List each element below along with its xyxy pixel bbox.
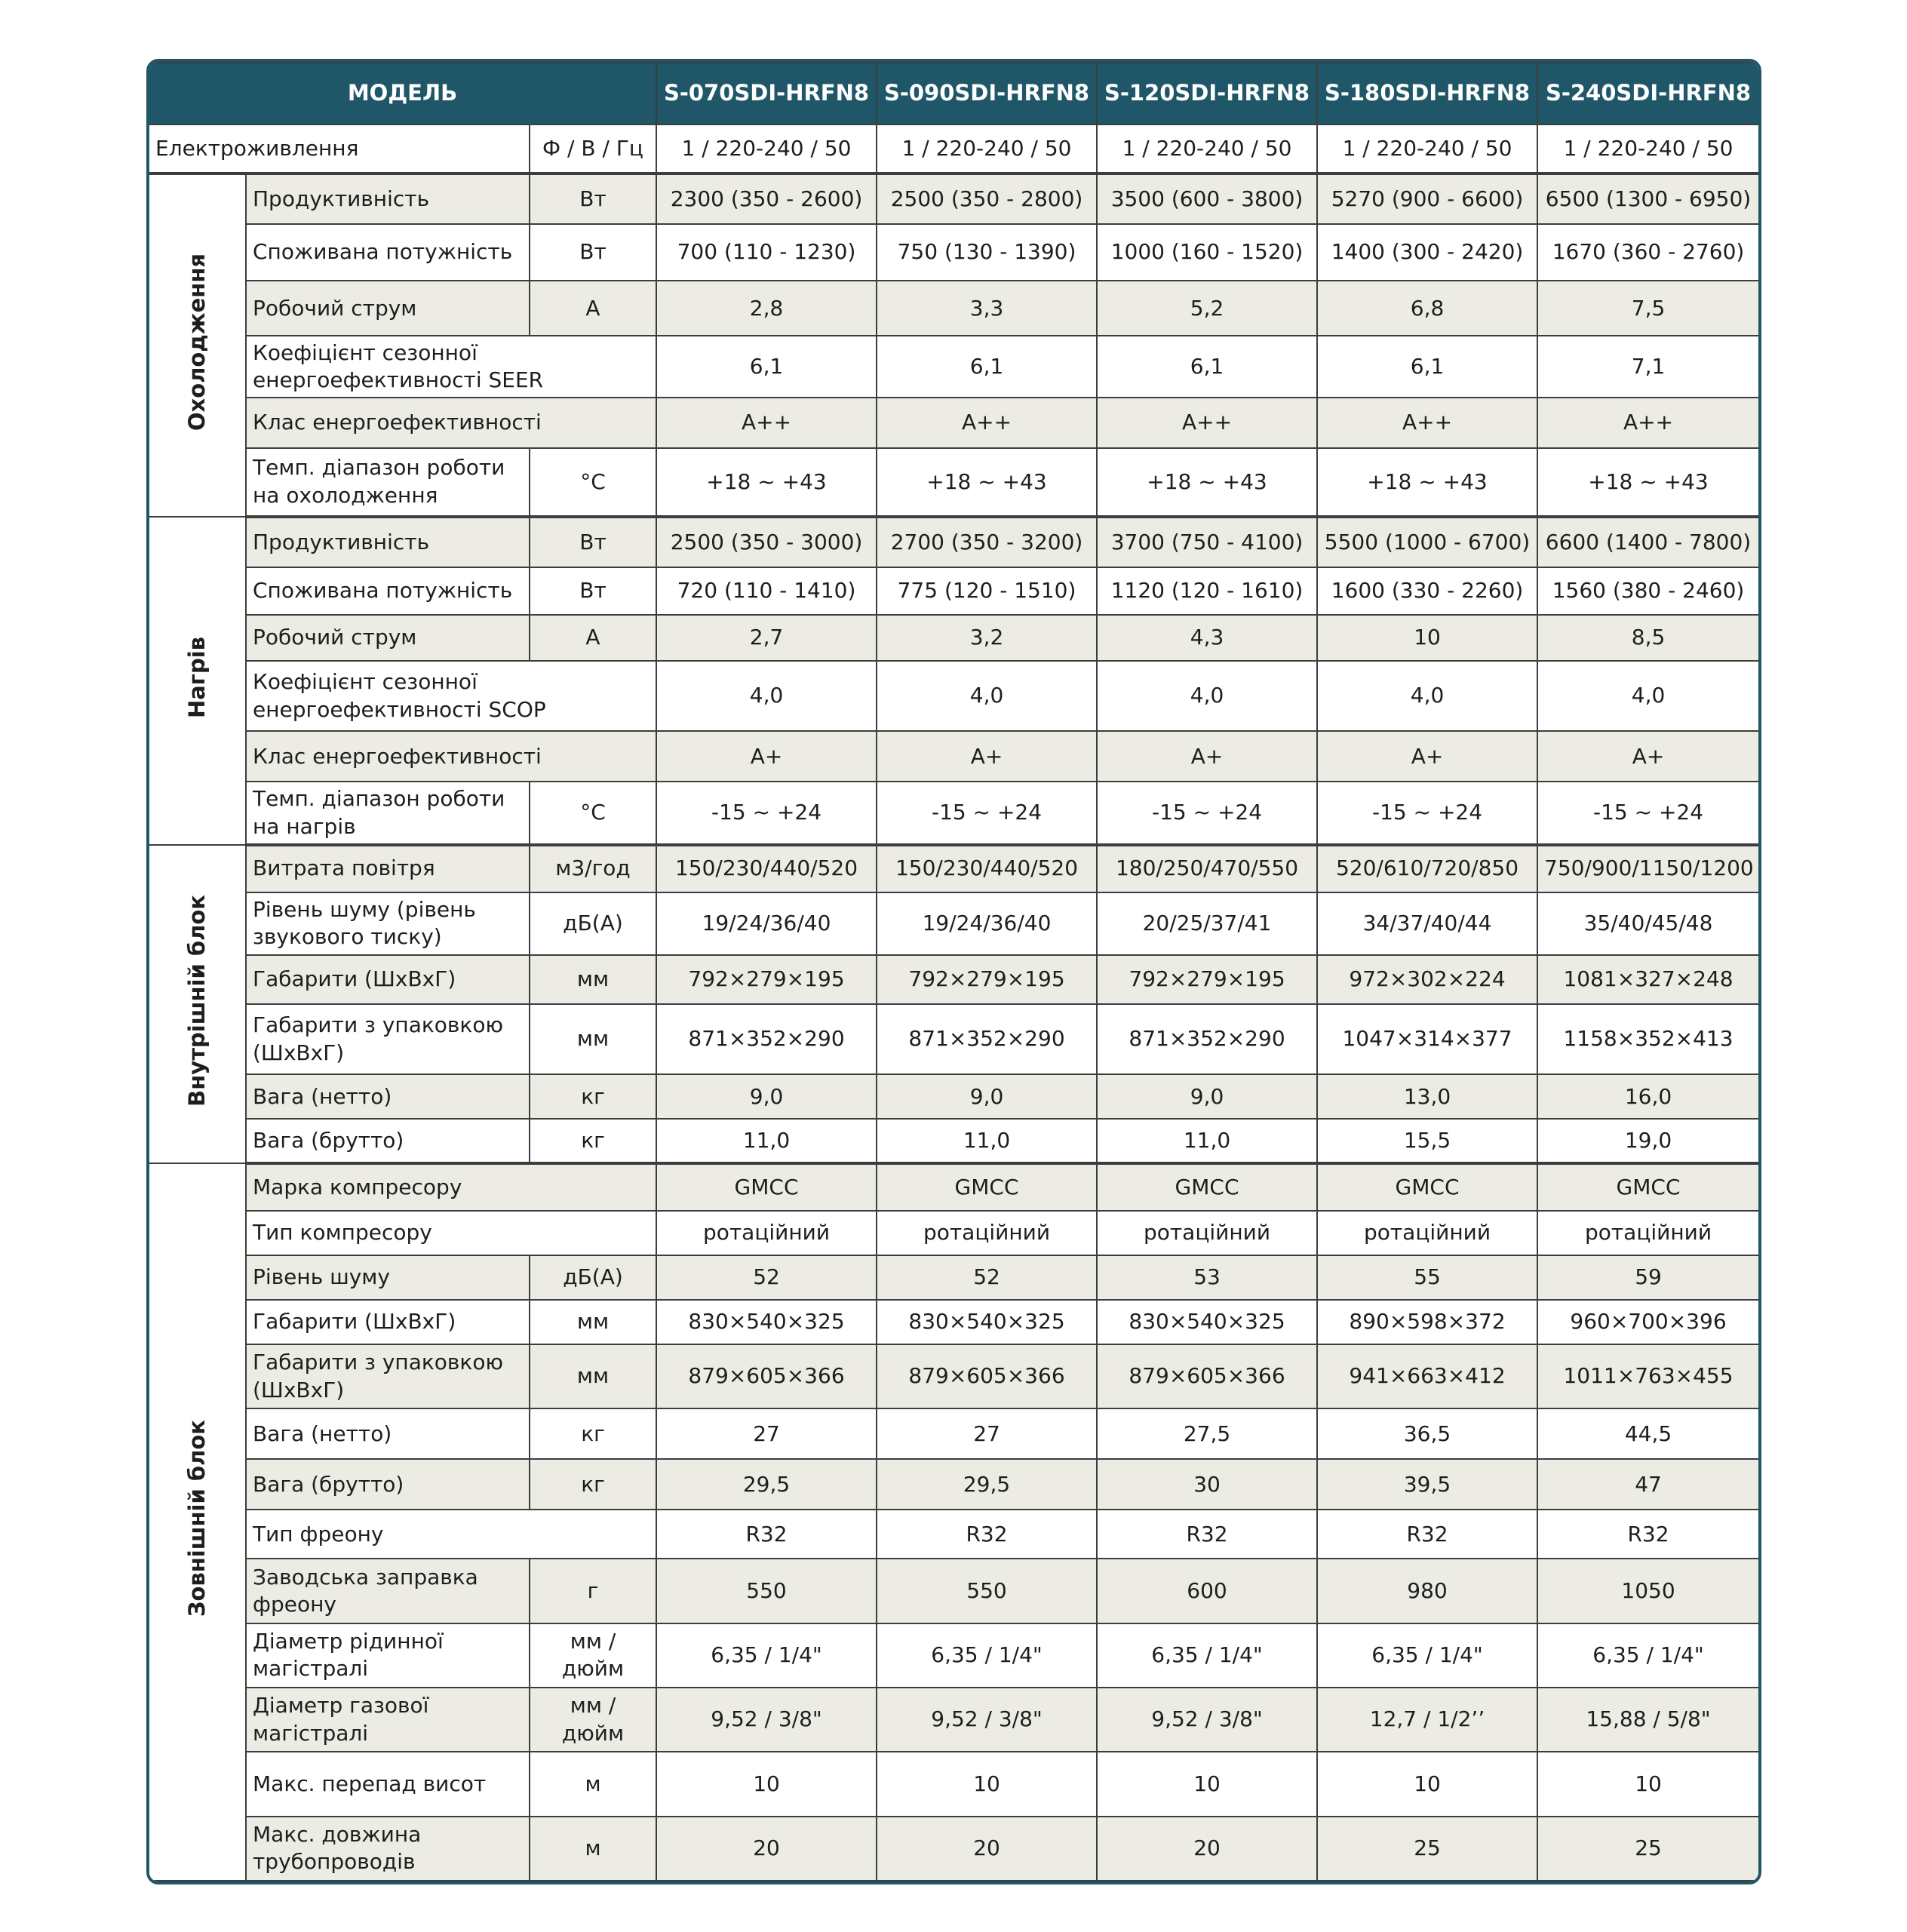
unit-cell: мм (530, 1344, 656, 1408)
value-cell: 19/24/36/40 (656, 892, 877, 955)
param-label: Діаметр рідинної магістралі (246, 1623, 530, 1688)
value-cell: 2300 (350 - 2600) (656, 174, 877, 224)
value-cell: 10 (1537, 1752, 1758, 1816)
value-cell: 27 (656, 1408, 877, 1459)
value-cell: 9,0 (656, 1074, 877, 1119)
param-label: Витрата повітря (246, 845, 530, 892)
unit-cell: Ф / В / Гц (530, 124, 656, 174)
value-cell: 960×700×396 (1537, 1300, 1758, 1344)
value-cell: 4,0 (656, 661, 877, 731)
value-cell: 1 / 220-240 / 50 (1317, 124, 1537, 174)
unit-cell: А (530, 615, 656, 661)
value-cell: GMCC (877, 1163, 1097, 1211)
value-cell: 1600 (330 - 2260) (1317, 567, 1537, 615)
value-cell: 20 (656, 1817, 877, 1881)
param-label: Габарити (ШхВхГ) (246, 955, 530, 1004)
value-cell: 980 (1317, 1559, 1537, 1623)
value-cell: 11,0 (656, 1119, 877, 1163)
spec-row (149, 1559, 1758, 1623)
value-cell: 5500 (1000 - 6700) (1317, 517, 1537, 567)
value-cell: 4,0 (1537, 661, 1758, 731)
value-cell: 4,0 (877, 661, 1097, 731)
value-cell: 700 (110 - 1230) (656, 224, 877, 281)
value-cell: A++ (656, 398, 877, 448)
model-column-header: S-090SDI-HRFN8 (877, 63, 1097, 124)
param-label: Заводська заправка фреону (246, 1559, 530, 1623)
value-cell: R32 (877, 1510, 1097, 1559)
value-cell: 2500 (350 - 3000) (656, 517, 877, 567)
value-cell: 13,0 (1317, 1074, 1537, 1119)
value-cell: A+ (656, 731, 877, 782)
unit-cell: г (530, 1559, 656, 1623)
value-cell: 16,0 (1537, 1074, 1758, 1119)
value-cell: 1047×314×377 (1317, 1004, 1537, 1074)
param-label: Габарити з упаковкою (ШхВхГ) (246, 1004, 530, 1074)
param-label: Робочий струм (246, 281, 530, 336)
spec-row (149, 1074, 1758, 1119)
param-label: Макс. довжина трубопроводів (246, 1817, 530, 1881)
value-cell: 9,0 (1097, 1074, 1317, 1119)
param-label: Вага (нетто) (246, 1408, 530, 1459)
value-cell: 7,5 (1537, 281, 1758, 336)
value-cell: -15 ~ +24 (1097, 782, 1317, 844)
param-label: Продуктивність (246, 517, 530, 567)
param-label: Рівень шуму (246, 1255, 530, 1300)
value-cell: 19/24/36/40 (877, 892, 1097, 955)
value-cell: 1081×327×248 (1537, 955, 1758, 1004)
value-cell: A+ (1537, 731, 1758, 782)
value-cell: 35/40/45/48 (1537, 892, 1758, 955)
value-cell: ротаційний (877, 1211, 1097, 1255)
value-cell: +18 ~ +43 (1097, 448, 1317, 517)
value-cell: 52 (656, 1255, 877, 1300)
value-cell: 1 / 220-240 / 50 (877, 124, 1097, 174)
value-cell: 3,3 (877, 281, 1097, 336)
value-cell: ротаційний (1097, 1211, 1317, 1255)
value-cell: 25 (1317, 1817, 1537, 1881)
spec-row (149, 1408, 1758, 1459)
param-label: Коефіцієнт сезонної енергоефективності SEER (246, 336, 656, 397)
value-cell: 550 (877, 1559, 1097, 1623)
value-cell: 890×598×372 (1317, 1300, 1537, 1344)
value-cell: +18 ~ +43 (1317, 448, 1537, 517)
value-cell: 25 (1537, 1817, 1758, 1881)
spec-row (149, 1817, 1758, 1881)
spec-row (149, 845, 1758, 892)
value-cell: ротаційний (1537, 1211, 1758, 1255)
param-label: Електроживлення (149, 124, 530, 174)
value-cell: 10 (1317, 1752, 1537, 1816)
value-cell: 30 (1097, 1459, 1317, 1510)
unit-cell: кг (530, 1119, 656, 1163)
section-title: Охолодження (184, 253, 210, 431)
value-cell: 6,35 / 1/4" (1317, 1623, 1537, 1688)
param-label: Продуктивність (246, 174, 530, 224)
value-cell: 879×605×366 (656, 1344, 877, 1408)
section-title-cell (149, 1163, 246, 1881)
value-cell: R32 (1317, 1510, 1537, 1559)
value-cell: 1120 (120 - 1610) (1097, 567, 1317, 615)
spec-row (149, 1510, 1758, 1559)
param-label: Марка компресору (246, 1163, 656, 1211)
value-cell: 3500 (600 - 3800) (1097, 174, 1317, 224)
param-label: Тип компресору (246, 1211, 656, 1255)
value-cell: 520/610/720/850 (1317, 845, 1537, 892)
value-cell: 1400 (300 - 2420) (1317, 224, 1537, 281)
spec-row (149, 336, 1758, 397)
spec-table (149, 62, 1758, 1881)
value-cell: 1050 (1537, 1559, 1758, 1623)
value-cell: -15 ~ +24 (877, 782, 1097, 844)
param-label: Клас енергоефективності (246, 731, 656, 782)
value-cell: 1000 (160 - 1520) (1097, 224, 1317, 281)
spec-row (149, 1623, 1758, 1688)
param-label: Коефіцієнт сезонної енергоефективності SCOP (246, 661, 656, 731)
value-cell: R32 (656, 1510, 877, 1559)
value-cell: -15 ~ +24 (656, 782, 877, 844)
param-label: Споживана потужність (246, 224, 530, 281)
value-cell: 20/25/37/41 (1097, 892, 1317, 955)
param-label: Споживана потужність (246, 567, 530, 615)
model-column-header: S-070SDI-HRFN8 (656, 63, 877, 124)
spec-row (149, 1688, 1758, 1752)
unit-cell: Вт (530, 567, 656, 615)
value-cell: A++ (1097, 398, 1317, 448)
spec-row (149, 517, 1758, 567)
value-cell: -15 ~ +24 (1317, 782, 1537, 844)
spec-row (149, 1300, 1758, 1344)
param-label: Робочий струм (246, 615, 530, 661)
value-cell: 55 (1317, 1255, 1537, 1300)
value-cell: A++ (877, 398, 1097, 448)
model-column-header: S-120SDI-HRFN8 (1097, 63, 1317, 124)
section-title: Нагрів (184, 636, 210, 718)
value-cell: 36,5 (1317, 1408, 1537, 1459)
spec-row (149, 1459, 1758, 1510)
value-cell: 150/230/440/520 (656, 845, 877, 892)
value-cell: A+ (877, 731, 1097, 782)
value-cell: GMCC (656, 1163, 877, 1211)
value-cell: 1 / 220-240 / 50 (1097, 124, 1317, 174)
spec-row (149, 661, 1758, 731)
value-cell: 9,52 / 3/8" (1097, 1688, 1317, 1752)
spec-row (149, 1119, 1758, 1163)
unit-cell: дБ(А) (530, 1255, 656, 1300)
value-cell: 7,1 (1537, 336, 1758, 397)
param-label: Діаметр газової магістралі (246, 1688, 530, 1752)
value-cell: 830×540×325 (877, 1300, 1097, 1344)
value-cell: 2,7 (656, 615, 877, 661)
value-cell: R32 (1537, 1510, 1758, 1559)
spec-row (149, 174, 1758, 224)
value-cell: 6,8 (1317, 281, 1537, 336)
header-row (149, 63, 1758, 124)
unit-cell: кг (530, 1459, 656, 1510)
value-cell: 180/250/470/550 (1097, 845, 1317, 892)
value-cell: A++ (1317, 398, 1537, 448)
value-cell: +18 ~ +43 (656, 448, 877, 517)
value-cell: 871×352×290 (656, 1004, 877, 1074)
value-cell: 3,2 (877, 615, 1097, 661)
param-label: Габарити (ШхВхГ) (246, 1300, 530, 1344)
value-cell: 20 (1097, 1817, 1317, 1881)
value-cell: 871×352×290 (877, 1004, 1097, 1074)
value-cell: R32 (1097, 1510, 1317, 1559)
value-cell: 1560 (380 - 2460) (1537, 567, 1758, 615)
unit-cell: м (530, 1817, 656, 1881)
value-cell: 6,1 (1097, 336, 1317, 397)
value-cell: 941×663×412 (1317, 1344, 1537, 1408)
spec-row (149, 1163, 1758, 1211)
value-cell: 6500 (1300 - 6950) (1537, 174, 1758, 224)
unit-cell: м (530, 1752, 656, 1816)
unit-cell: Вт (530, 517, 656, 567)
value-cell: 6,1 (877, 336, 1097, 397)
value-cell: 34/37/40/44 (1317, 892, 1537, 955)
value-cell: 1 / 220-240 / 50 (1537, 124, 1758, 174)
value-cell: +18 ~ +43 (1537, 448, 1758, 517)
section-title-cell (149, 517, 246, 845)
value-cell: ротаційний (656, 1211, 877, 1255)
unit-cell: °C (530, 782, 656, 844)
value-cell: 27,5 (1097, 1408, 1317, 1459)
value-cell: 1158×352×413 (1537, 1004, 1758, 1074)
value-cell: +18 ~ +43 (877, 448, 1097, 517)
value-cell: 972×302×224 (1317, 955, 1537, 1004)
value-cell: ротаційний (1317, 1211, 1537, 1255)
value-cell: 6,35 / 1/4" (1537, 1623, 1758, 1688)
value-cell: 871×352×290 (1097, 1004, 1317, 1074)
spec-row (149, 224, 1758, 281)
value-cell: 6600 (1400 - 7800) (1537, 517, 1758, 567)
value-cell: 2700 (350 - 3200) (877, 517, 1097, 567)
spec-row (149, 955, 1758, 1004)
value-cell: 4,3 (1097, 615, 1317, 661)
param-label: Макс. перепад висот (246, 1752, 530, 1816)
unit-cell: мм (530, 1004, 656, 1074)
value-cell: 39,5 (1317, 1459, 1537, 1510)
value-cell: 59 (1537, 1255, 1758, 1300)
unit-cell: мм / дюйм (530, 1688, 656, 1752)
power-row (149, 124, 1758, 174)
section-title-cell (149, 845, 246, 1164)
unit-cell: мм / дюйм (530, 1623, 656, 1688)
spec-row (149, 1752, 1758, 1816)
value-cell: A++ (1537, 398, 1758, 448)
spec-row (149, 1211, 1758, 1255)
section-title: Зовнішній блок (184, 1420, 210, 1617)
value-cell: 6,1 (656, 336, 877, 397)
param-label: Клас енергоефективності (246, 398, 656, 448)
spec-row (149, 1255, 1758, 1300)
value-cell: 720 (110 - 1410) (656, 567, 877, 615)
spec-row (149, 281, 1758, 336)
unit-cell: мм (530, 1300, 656, 1344)
param-label: Темп. діапазон роботи на нагрів (246, 782, 530, 844)
value-cell: 5270 (900 - 6600) (1317, 174, 1537, 224)
value-cell: 750 (130 - 1390) (877, 224, 1097, 281)
param-label: Рівень шуму (рівень звукового тиску) (246, 892, 530, 955)
unit-cell: Вт (530, 224, 656, 281)
value-cell: 52 (877, 1255, 1097, 1300)
model-column-header: S-240SDI-HRFN8 (1537, 63, 1758, 124)
value-cell: 879×605×366 (877, 1344, 1097, 1408)
value-cell: 830×540×325 (656, 1300, 877, 1344)
value-cell: 6,1 (1317, 336, 1537, 397)
spec-row (149, 567, 1758, 615)
value-cell: 2500 (350 - 2800) (877, 174, 1097, 224)
value-cell: 10 (656, 1752, 877, 1816)
spec-row (149, 731, 1758, 782)
value-cell: A+ (1097, 731, 1317, 782)
value-cell: 792×279×195 (1097, 955, 1317, 1004)
unit-cell: Вт (530, 174, 656, 224)
model-header: МОДЕЛЬ (149, 63, 656, 124)
spec-row (149, 448, 1758, 517)
value-cell: 750/900/1150/1200 (1537, 845, 1758, 892)
value-cell: 19,0 (1537, 1119, 1758, 1163)
value-cell: 150/230/440/520 (877, 845, 1097, 892)
value-cell: 830×540×325 (1097, 1300, 1317, 1344)
value-cell: 792×279×195 (877, 955, 1097, 1004)
value-cell: 6,35 / 1/4" (877, 1623, 1097, 1688)
param-label: Тип фреону (246, 1510, 656, 1559)
spec-row (149, 1004, 1758, 1074)
value-cell: 3700 (750 - 4100) (1097, 517, 1317, 567)
value-cell: 11,0 (877, 1119, 1097, 1163)
value-cell: 1670 (360 - 2760) (1537, 224, 1758, 281)
value-cell: 12,7 / 1/2’’ (1317, 1688, 1537, 1752)
value-cell: 792×279×195 (656, 955, 877, 1004)
param-label: Вага (брутто) (246, 1459, 530, 1510)
value-cell: 53 (1097, 1255, 1317, 1300)
value-cell: 775 (120 - 1510) (877, 567, 1097, 615)
param-label: Вага (брутто) (246, 1119, 530, 1163)
value-cell: 1 / 220-240 / 50 (656, 124, 877, 174)
section-title: Внутрішній блок (184, 894, 210, 1107)
unit-cell: °C (530, 448, 656, 517)
spec-row (149, 398, 1758, 448)
value-cell: 6,35 / 1/4" (656, 1623, 877, 1688)
unit-cell: А (530, 281, 656, 336)
value-cell: 29,5 (877, 1459, 1097, 1510)
value-cell: GMCC (1537, 1163, 1758, 1211)
value-cell: 9,52 / 3/8" (877, 1688, 1097, 1752)
unit-cell: дБ(А) (530, 892, 656, 955)
value-cell: 6,35 / 1/4" (1097, 1623, 1317, 1688)
value-cell: 8,5 (1537, 615, 1758, 661)
unit-cell: м3/год (530, 845, 656, 892)
value-cell: 27 (877, 1408, 1097, 1459)
value-cell: A+ (1317, 731, 1537, 782)
value-cell: 44,5 (1537, 1408, 1758, 1459)
value-cell: 879×605×366 (1097, 1344, 1317, 1408)
spec-row (149, 1344, 1758, 1408)
param-label: Габарити з упаковкою (ШхВхГ) (246, 1344, 530, 1408)
value-cell: 600 (1097, 1559, 1317, 1623)
value-cell: 550 (656, 1559, 877, 1623)
value-cell: 10 (1317, 615, 1537, 661)
value-cell: 20 (877, 1817, 1097, 1881)
value-cell: 4,0 (1317, 661, 1537, 731)
value-cell: GMCC (1097, 1163, 1317, 1211)
spec-table-frame (146, 59, 1761, 1884)
value-cell: -15 ~ +24 (1537, 782, 1758, 844)
unit-cell: кг (530, 1408, 656, 1459)
value-cell: 2,8 (656, 281, 877, 336)
value-cell: 15,88 / 5/8" (1537, 1688, 1758, 1752)
unit-cell: кг (530, 1074, 656, 1119)
param-label: Вага (нетто) (246, 1074, 530, 1119)
spec-row (149, 782, 1758, 844)
value-cell: 4,0 (1097, 661, 1317, 731)
value-cell: 29,5 (656, 1459, 877, 1510)
value-cell: 10 (1097, 1752, 1317, 1816)
value-cell: GMCC (1317, 1163, 1537, 1211)
value-cell: 47 (1537, 1459, 1758, 1510)
section-title-cell (149, 174, 246, 517)
param-label: Темп. діапазон роботи на охолодження (246, 448, 530, 517)
value-cell: 9,0 (877, 1074, 1097, 1119)
value-cell: 10 (877, 1752, 1097, 1816)
value-cell: 1011×763×455 (1537, 1344, 1758, 1408)
value-cell: 11,0 (1097, 1119, 1317, 1163)
value-cell: 15,5 (1317, 1119, 1537, 1163)
spec-row (149, 892, 1758, 955)
value-cell: 9,52 / 3/8" (656, 1688, 877, 1752)
unit-cell: мм (530, 955, 656, 1004)
value-cell: 5,2 (1097, 281, 1317, 336)
model-column-header: S-180SDI-HRFN8 (1317, 63, 1537, 124)
spec-row (149, 615, 1758, 661)
